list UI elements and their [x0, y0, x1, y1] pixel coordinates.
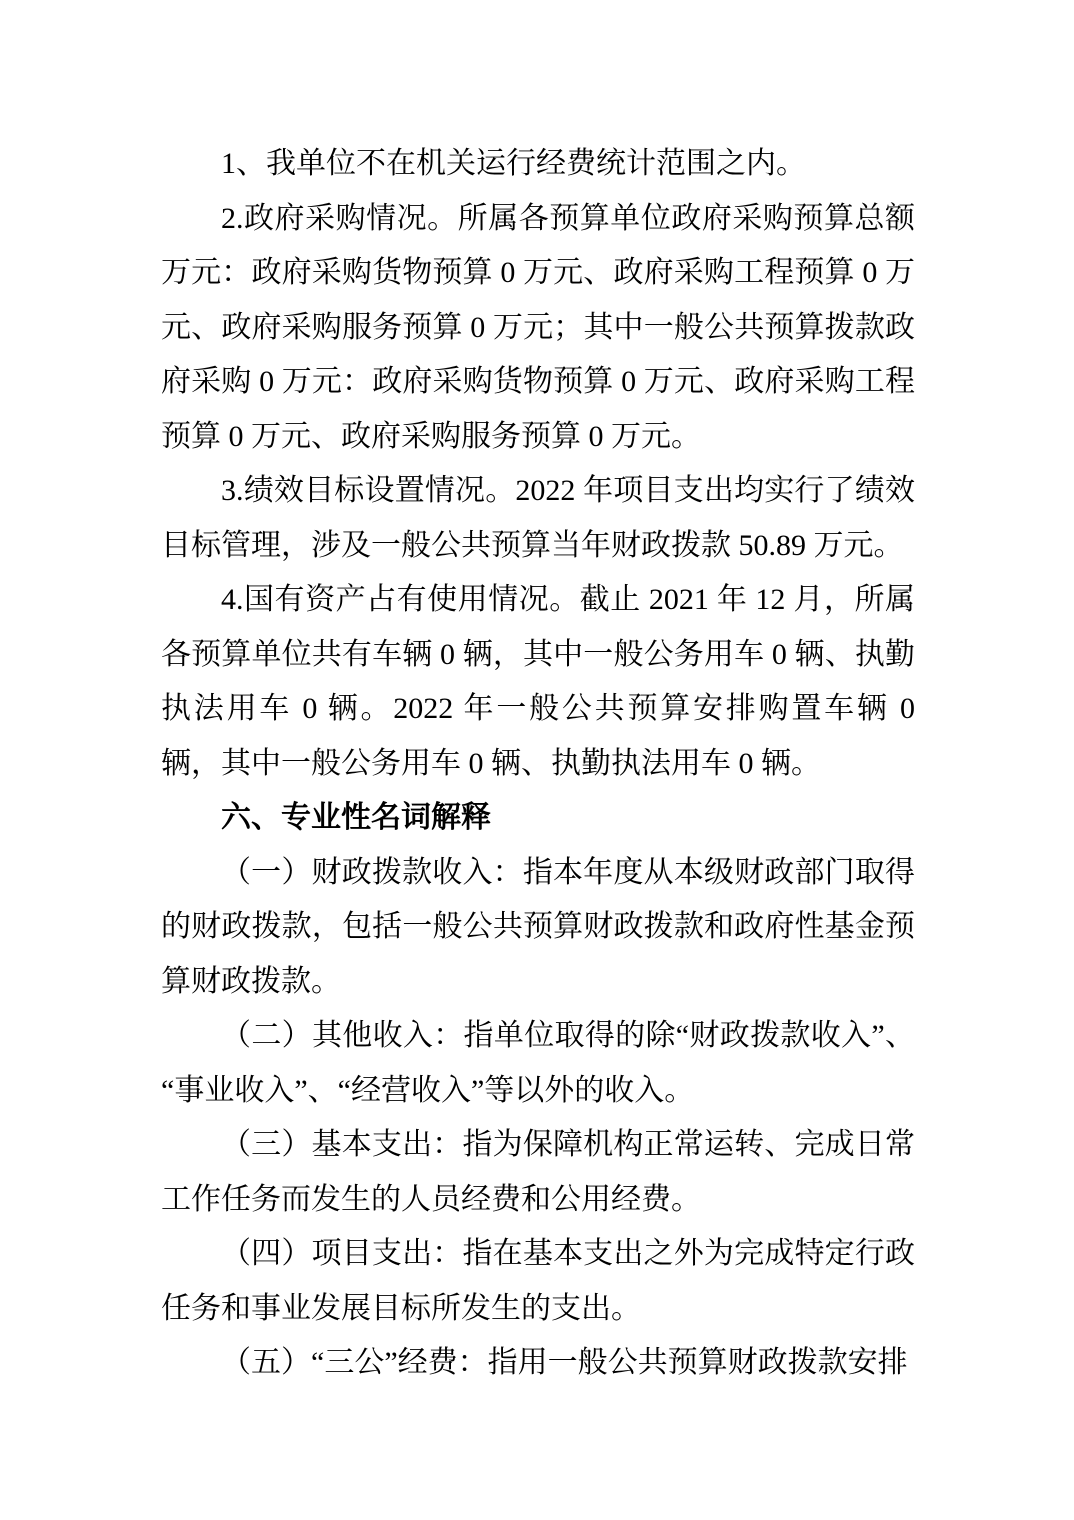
document-content [161, 137, 915, 1391]
section-heading-terminology: 六、专业性名词解释 [221, 801, 491, 834]
paragraph-performance-targets: 3.绩效目标设置情况。2022 年项目支出均实行了绩效目标管理，涉及一般公共预算当年财政拨款 50.89 万元。 [161, 474, 915, 562]
paragraph-term-other-income: （二）其他收入：指单位取得的除“财政拨款收入”、“事业收入”、“经营收入”等以外的收入。 [161, 1019, 915, 1107]
paragraph-term-project-expenditure: （四）项目支出：指在基本支出之外为完成特定行政任务和事业发展目标所发生的支出。 [161, 1237, 915, 1325]
paragraph-operating-expense-note: 1、我单位不在机关运行经费统计范围之内。 [221, 147, 806, 180]
paragraph-term-fiscal-appropriation-income: （一）财政拨款收入：指本年度从本级财政部门取得的财政拨款，包括一般公共预算财政拨款和政府性基金预算财政拨款。 [161, 855, 915, 998]
paragraph-government-procurement: 2.政府采购情况。所属各预算单位政府采购预算总额 万元：政府采购货物预算 0 万元、政府采购工程预算 0 万元、政府采购服务预算 0 万元；其中一般公共预算拨款政府采购 0 万元：政府采购货物预算 0 万元、政府采购工程预算 0 万元、政府采购服务预算 0 万元。 [161, 201, 915, 453]
paragraph-state-assets: 4.国有资产占有使用情况。截止 2021 年 12 月，所属各预算单位共有车辆 0 辆，其中一般公务用车 0 辆、执勤执法用车 0 辆。2022 年一般公共预算安排购置车辆 0 辆，其中一般公务用车 0 辆、执勤执法用车 0 辆。 [161, 583, 915, 780]
paragraph-term-three-public-funds: （五）“三公”经费：指用一般公共预算财政拨款安排 [221, 1346, 908, 1379]
paragraph-term-basic-expenditure: （三）基本支出：指为保障机构正常运转、完成日常工作任务而发生的人员经费和公用经费。 [161, 1128, 915, 1216]
